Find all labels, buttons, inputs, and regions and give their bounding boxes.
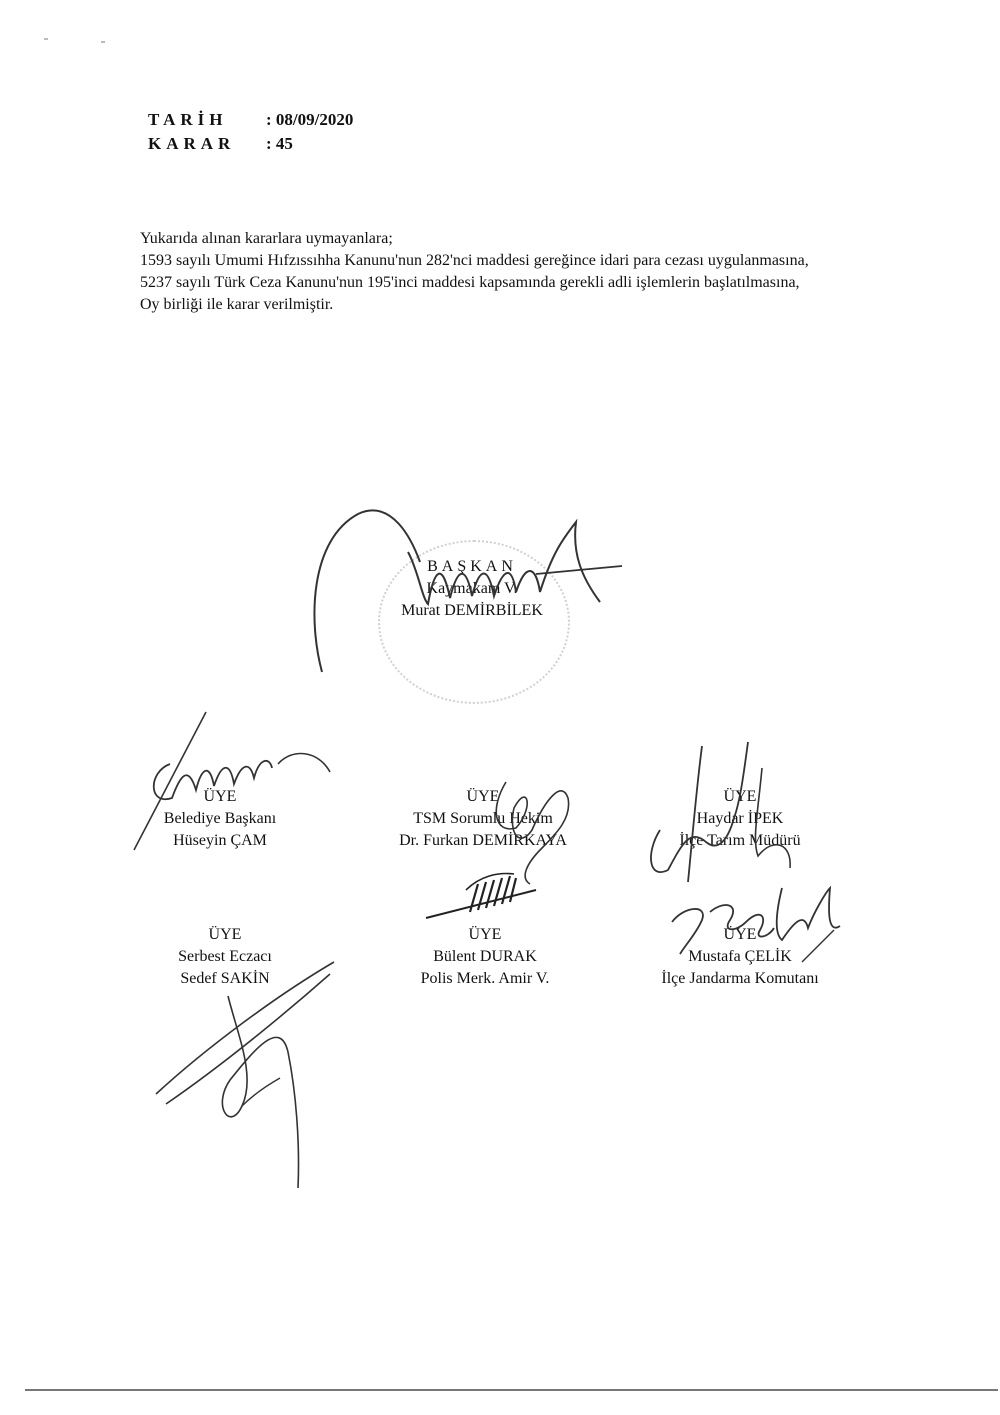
member-name: Dr. Furkan DEMİRKAYA [399,832,567,849]
member-name: Hüseyin ÇAM [173,832,267,849]
member-signature-block [650,786,830,852]
member-title: ÜYE [723,926,757,943]
member-name: İlçe Jandarma Komutanı [661,970,819,987]
member-title: ÜYE [208,926,242,943]
member-role: Serbest Eczacı [178,948,272,965]
fine-paragraph: 1593 sayılı Umumi Hıfzıssıhha Kanunu'nun 282'nci maddesi gereğince idari para cezası uygulanmasına, [140,252,809,269]
member-name: Polis Merk. Amir V. [420,970,550,987]
member-role: Bülent DURAK [433,948,537,965]
member-signature [146,956,346,1196]
member-name: İlçe Tarım Müdürü [679,832,801,849]
member-title: ÜYE [466,788,500,805]
date-row [148,109,353,131]
scan-speck [44,38,48,40]
member-signature-block [385,924,585,990]
scan-speck [101,41,105,43]
member-signature-block [130,786,310,852]
date-label: TARİH [148,110,228,129]
decision-row [148,133,293,155]
member-signature-block [620,924,860,990]
decision-label: KARAR [148,134,236,153]
decision-value: : 45 [266,134,293,153]
closing-paragraph: Oy birliği ile karar verilmiştir. [140,296,334,313]
member-name: Sedef SAKİN [180,970,270,987]
decision-body [82,228,927,316]
president-title: BAŞKAN [427,558,517,575]
footer-rule [25,1389,998,1391]
member-role: Haydar İPEK [696,810,784,827]
president-signature-block [372,556,572,622]
member-title: ÜYE [723,788,757,805]
member-role: Mustafa ÇELİK [688,948,792,965]
date-value: : 08/09/2020 [266,110,354,129]
member-role: TSM Sorumlu Hekim [413,810,553,827]
president-role: Kaymakam V. [426,580,518,597]
member-signature-block [130,924,320,990]
president-name: Murat DEMİRBİLEK [401,602,543,619]
member-role: Belediye Başkanı [163,810,277,827]
member-title: ÜYE [203,788,237,805]
prosecution-paragraph: 5237 sayılı Türk Ceza Kanunu'nun 195'inci maddesi kapsamında gerekli adli işlemlerin başlatılmasına, [140,274,800,291]
member-title: ÜYE [468,926,502,943]
member-signature-block [368,786,598,852]
intro-paragraph: Yukarıda alınan kararlara uymayanlara; [140,230,393,247]
